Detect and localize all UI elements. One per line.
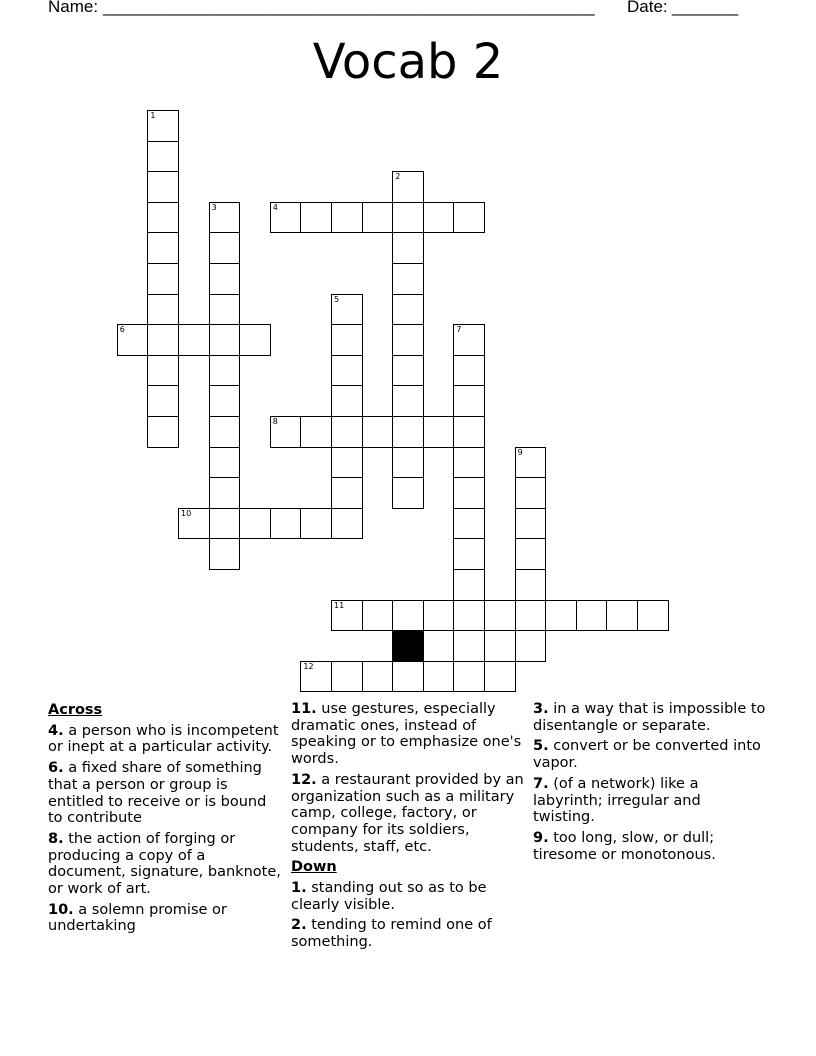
- grid-cell[interactable]: [331, 447, 363, 479]
- grid-cell[interactable]: [331, 385, 363, 417]
- grid-cell[interactable]: [515, 477, 547, 509]
- grid-cell[interactable]: [423, 600, 455, 632]
- clue-column-3: [533, 701, 767, 867]
- grid-cell[interactable]: [423, 416, 455, 448]
- name-field[interactable]: ____________________________________________________: [103, 0, 595, 16]
- clue-number: 8.: [48, 830, 64, 847]
- down-heading: Down: [291, 859, 337, 876]
- grid-cell[interactable]: [392, 232, 424, 264]
- grid-cell[interactable]: [453, 416, 485, 448]
- grid-cell[interactable]: [147, 324, 179, 356]
- clue-down-2: [291, 917, 525, 950]
- clue-number: 2.: [291, 917, 307, 934]
- name-label: Name:: [48, 0, 99, 16]
- grid-cell[interactable]: [515, 569, 547, 601]
- grid-cell[interactable]: [453, 630, 485, 662]
- cell-number: 4: [272, 202, 278, 212]
- grid-cell[interactable]: [147, 294, 179, 326]
- grid-cell[interactable]: [362, 600, 394, 632]
- grid-cell[interactable]: [392, 385, 424, 417]
- grid-cell[interactable]: [209, 477, 241, 509]
- grid-cell[interactable]: [453, 508, 485, 540]
- cell-number: 8: [272, 417, 278, 426]
- grid-cell[interactable]: [331, 324, 363, 356]
- grid-cell[interactable]: [300, 202, 332, 234]
- grid-cell[interactable]: [453, 569, 485, 601]
- grid-cell[interactable]: [239, 324, 271, 356]
- clue-number: 9.: [533, 829, 549, 846]
- grid-cell[interactable]: [453, 538, 485, 570]
- page-title: Vocab 2: [312, 34, 504, 90]
- grid-cell[interactable]: [117, 324, 149, 356]
- cell-number: 1: [150, 111, 156, 120]
- grid-cell[interactable]: [331, 294, 363, 326]
- grid-cell[interactable]: [300, 661, 332, 693]
- grid-cell[interactable]: [392, 355, 424, 387]
- grid-cell[interactable]: [515, 538, 547, 570]
- grid-cell[interactable]: [392, 477, 424, 509]
- clue-across-12: [291, 772, 525, 856]
- black-cell: [392, 630, 424, 662]
- grid-cell[interactable]: [453, 477, 485, 509]
- clue-text: tending to remind one of something.: [291, 917, 492, 951]
- clue-down-5: [533, 738, 767, 771]
- grid-cell[interactable]: [392, 324, 424, 356]
- grid-cell[interactable]: [209, 447, 241, 479]
- grid-cell[interactable]: [300, 508, 332, 540]
- grid-cell[interactable]: [484, 600, 516, 632]
- cell-number: 5: [334, 294, 340, 304]
- clue-number: 10.: [48, 901, 74, 918]
- cell-number: 9: [517, 447, 523, 457]
- grid-cell[interactable]: [576, 600, 608, 632]
- clue-down-3: [533, 701, 767, 734]
- grid-cell[interactable]: [331, 600, 363, 632]
- grid-cell[interactable]: [515, 508, 547, 540]
- clue-text: the action of forging or producing a copy of a document, signature, banknote, or work of art.: [48, 830, 281, 898]
- clue-across-10: [48, 902, 282, 935]
- grid-cell[interactable]: [147, 110, 179, 142]
- clue-text: convert or be converted into vapor.: [533, 738, 761, 772]
- grid-cell[interactable]: [331, 416, 363, 448]
- grid-cell[interactable]: [209, 385, 241, 417]
- grid-cell[interactable]: [453, 600, 485, 632]
- cell-number: 3: [211, 202, 217, 212]
- grid-cell[interactable]: [147, 263, 179, 295]
- grid-cell[interactable]: [515, 600, 547, 632]
- grid-cell[interactable]: [515, 447, 547, 479]
- grid-cell[interactable]: [423, 202, 455, 234]
- grid-cell[interactable]: [392, 416, 424, 448]
- grid-cell[interactable]: [392, 171, 424, 203]
- grid-cell[interactable]: [606, 600, 638, 632]
- grid-cell[interactable]: [392, 600, 424, 632]
- grid-cell[interactable]: [453, 661, 485, 693]
- grid-cell[interactable]: [209, 263, 241, 295]
- clue-across-4: [48, 723, 282, 756]
- grid-cell[interactable]: [331, 202, 363, 234]
- grid-cell[interactable]: [515, 630, 547, 662]
- grid-cell[interactable]: [545, 600, 577, 632]
- grid-cell[interactable]: [147, 232, 179, 264]
- grid-cell[interactable]: [423, 661, 455, 693]
- grid-cell[interactable]: [239, 508, 271, 540]
- grid-cell[interactable]: [209, 416, 241, 448]
- grid-cell[interactable]: [147, 416, 179, 448]
- clue-number: 3.: [533, 701, 549, 717]
- grid-cell[interactable]: [331, 661, 363, 693]
- grid-cell[interactable]: [147, 202, 179, 234]
- grid-cell[interactable]: [331, 355, 363, 387]
- grid-cell[interactable]: [209, 324, 241, 356]
- grid-cell[interactable]: [392, 202, 424, 234]
- grid-cell[interactable]: [147, 141, 179, 173]
- grid-cell[interactable]: [147, 171, 179, 203]
- grid-cell[interactable]: [209, 294, 241, 326]
- grid-cell[interactable]: [392, 294, 424, 326]
- clue-text: too long, slow, or dull; tiresome or monotonous.: [533, 829, 716, 863]
- clue-text: in a way that is impossible to disentangle or separate.: [533, 701, 766, 734]
- grid-cell[interactable]: [362, 661, 394, 693]
- cell-number: 6: [119, 325, 125, 335]
- clue-column-2: [291, 701, 525, 955]
- clue-across-8: [48, 831, 282, 898]
- grid-cell[interactable]: [453, 385, 485, 417]
- grid-cell[interactable]: [300, 416, 332, 448]
- clue-text: standing out so as to be clearly visible.: [291, 880, 487, 913]
- cell-number: 2: [395, 172, 401, 182]
- clue-number: 5.: [533, 738, 549, 755]
- grid-cell[interactable]: [453, 324, 485, 356]
- grid-cell[interactable]: [362, 202, 394, 234]
- clue-text: a fixed share of something that a person or group is entitled to receive or is bound to contribute: [48, 760, 267, 827]
- clue-text: use gestures, especially dramatic ones, instead of speaking or to emphasize one's words.: [291, 701, 522, 768]
- grid-cell[interactable]: [147, 385, 179, 417]
- date-field[interactable]: _______: [672, 0, 739, 16]
- grid-cell[interactable]: [209, 355, 241, 387]
- date-label: Date:: [627, 0, 668, 16]
- cell-number: 11: [334, 600, 345, 610]
- clue-text: a restaurant provided by an organization such as a military camp, college, factory, or company for its soldiers, students, staff, etc.: [291, 771, 524, 855]
- clue-number: 7.: [533, 775, 549, 792]
- clue-number: 12.: [291, 771, 317, 788]
- grid-cell[interactable]: [209, 538, 241, 570]
- grid-cell[interactable]: [453, 447, 485, 479]
- grid-cell[interactable]: [209, 202, 241, 234]
- clue-number: 4.: [48, 722, 64, 739]
- grid-cell[interactable]: [392, 263, 424, 295]
- clue-across-6: [48, 760, 282, 827]
- cell-number: 12: [303, 661, 314, 671]
- grid-cell[interactable]: [453, 355, 485, 387]
- clue-column-1: [48, 701, 282, 939]
- clue-text: (of a network) like a labyrinth; irregular and twisting.: [533, 775, 701, 826]
- clue-text: a solemn promise or undertaking: [48, 901, 227, 935]
- clue-down-7: [533, 776, 767, 826]
- grid-cell[interactable]: [637, 600, 669, 632]
- clue-number: 6.: [48, 760, 64, 777]
- grid-cell[interactable]: [178, 324, 210, 356]
- grid-cell[interactable]: [453, 202, 485, 234]
- grid-cell[interactable]: [270, 508, 302, 540]
- cell-number: 7: [456, 325, 462, 335]
- grid-cell[interactable]: [392, 447, 424, 479]
- clue-text: a person who is incompetent or inept at a particular activity.: [48, 722, 279, 756]
- grid-cell[interactable]: [331, 477, 363, 509]
- cell-number: 10: [181, 508, 192, 518]
- clue-down-1: [291, 880, 525, 913]
- clue-number: 11.: [291, 701, 317, 717]
- grid-cell[interactable]: [331, 508, 363, 540]
- grid-cell[interactable]: [209, 232, 241, 264]
- clue-across-11: [291, 701, 525, 768]
- grid-cell[interactable]: [270, 416, 302, 448]
- grid-cell[interactable]: [209, 508, 241, 540]
- across-heading: Across: [48, 702, 103, 718]
- grid-cell[interactable]: [147, 355, 179, 387]
- grid-cell[interactable]: [178, 508, 210, 540]
- grid-cell[interactable]: [270, 202, 302, 234]
- clue-down-9: [533, 830, 767, 863]
- clue-number: 1.: [291, 880, 307, 897]
- grid-cell[interactable]: [362, 416, 394, 448]
- grid-cell[interactable]: [392, 661, 424, 693]
- grid-cell[interactable]: [484, 661, 516, 693]
